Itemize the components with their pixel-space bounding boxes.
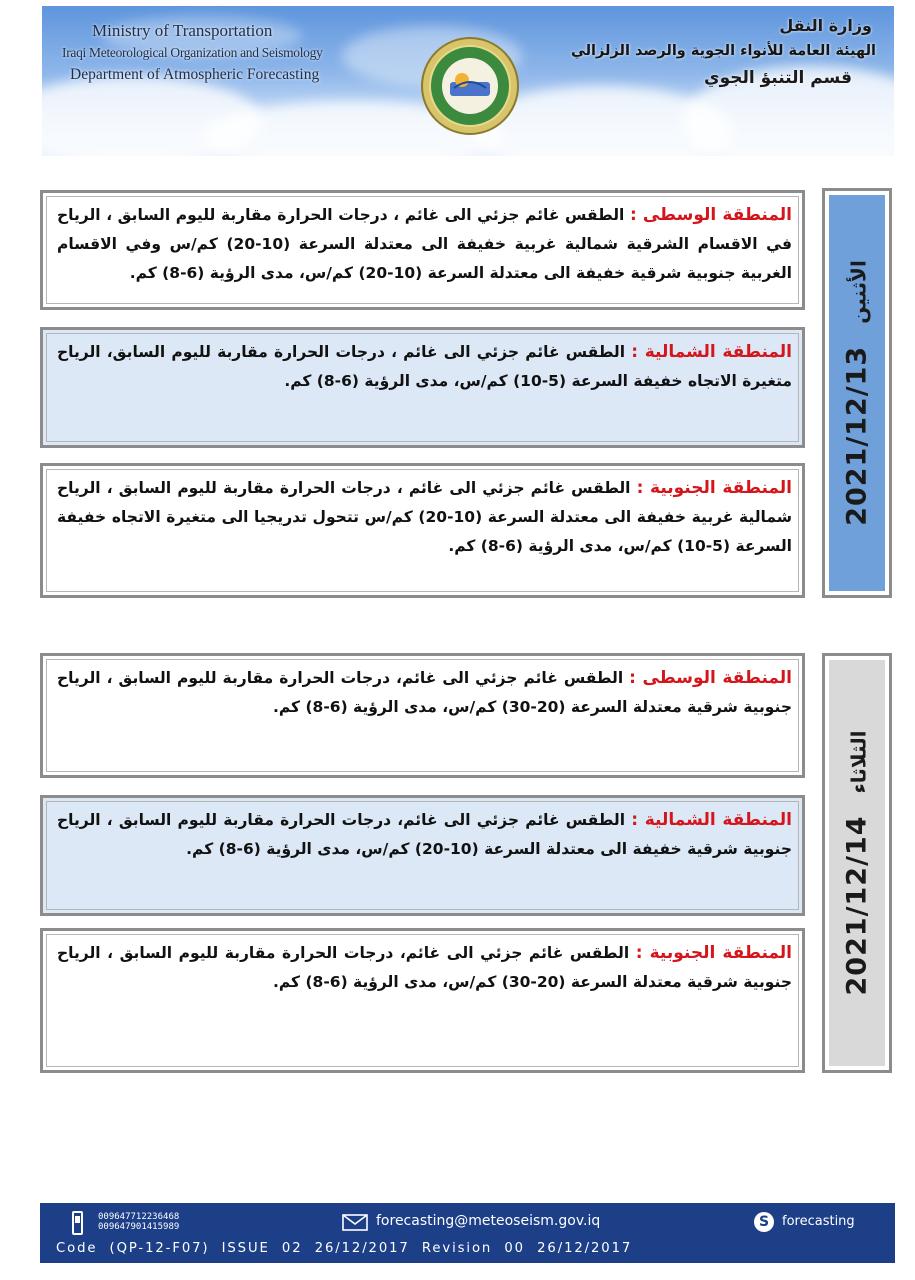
region-label: المنطقة الشمالية : [631, 342, 793, 362]
region-label: المنطقة الوسطى : [629, 205, 792, 225]
logo-emblem [420, 36, 520, 136]
forecast-box-day1-north [40, 327, 805, 448]
dept-en: Department of Atmospheric Forecasting [70, 66, 320, 83]
forecast-text: الطقس غائم جزئي الى غائم، درجات الحرارة مقاربة لليوم السابق ، الرياح جنوبية شرقية خفيفة الى معتدلة السرعة (10-20) كم/س، مدى الرؤية (6-8) كم. [57, 811, 792, 858]
date-label: 2021/12/13 [841, 345, 873, 526]
org-ar: الهيئة العامة للأنواء الجوية والرصد الزلزالي [570, 43, 876, 59]
phone-number-1: 009647712236468 [98, 1212, 180, 1222]
forecast-box-day2-south [40, 928, 805, 1073]
day-label: الأثنين [846, 260, 871, 324]
forecast-box-day2-central [40, 653, 805, 778]
phone-icon [72, 1211, 83, 1235]
forecast-box-day1-south [40, 463, 805, 598]
forecast-text: الطقس غائم جزئي الى غائم، درجات الحرارة مقاربة لليوم السابق ، الرياح جنوبية شرقية معتدلة السرعة (20-30) كم/س، مدى الرؤية (6-8) كم. [57, 669, 792, 716]
forecast-box-day2-north [40, 795, 805, 916]
header-arabic [571, 14, 876, 92]
region-label: المنطقة الوسطى : [629, 668, 793, 688]
day-label: الثلاثاء [846, 730, 871, 794]
region-label: المنطقة الشمالية : [631, 810, 793, 830]
header-english [62, 20, 323, 86]
forecast-text: الطقس غائم جزئي الى غائم ، درجات الحرارة مقاربة لليوم السابق، الرياح متغيرة الاتجاه خفيفة السرعة (5-10) كم/س، مدى الرؤية (6-8) كم. [57, 343, 792, 390]
date-box-day1 [822, 188, 892, 598]
header-banner [42, 6, 894, 156]
date-label: 2021/12/14 [841, 815, 873, 996]
region-label: المنطقة الجنوبية : [636, 478, 792, 498]
region-label: المنطقة الجنوبية : [635, 943, 793, 963]
document-code-line: Code (QP-12-F07) ISSUE 02 26/12/2017 Revision 00 26/12/2017 [56, 1241, 633, 1256]
phone-number-2: 009647901415989 [98, 1222, 180, 1232]
mail-icon [342, 1214, 368, 1231]
ministry-ar: وزارة النقل [779, 16, 872, 35]
footer-bar [40, 1203, 895, 1263]
skype-icon: S [754, 1212, 774, 1232]
dept-ar: قسم التنبؤ الجوي [704, 68, 852, 88]
ministry-en: Ministry of Transportation [92, 21, 273, 40]
forecast-text: الطقس غائم جزئي الى غائم ، درجات الحرارة مقاربة لليوم السابق ، الرياح شمالية غربية خفيفة الى معتدلة السرعة (10-20) كم/س تتحول تدريجيا الى متغيرة الاتجاه خفيفة السرعة (5-10) كم/س، مدى الرؤية (6-8) كم. [57, 479, 792, 555]
forecast-text: الطقس غائم جزئي الى غائم، درجات الحرارة مقاربة لليوم السابق ، الرياح جنوبية شرقية معتدلة السرعة (20-30) كم/س، مدى الرؤية (6-8) كم. [57, 944, 792, 991]
forecast-text: الطقس غائم جزئي الى غائم ، درجات الحرارة مقاربة لليوم السابق ، الرياح في الاقسام الشرقية شمالية غربية خفيفة الى معتدلة السرعة (10-20) كم/س وفي الاقسام الغربية جنوبية شرقية خفيفة الى معتدلة السرعة (10-20) كم/س، مدى الرؤية (6-8) كم. [57, 206, 792, 282]
org-en: Iraqi Meteorological Organization and Seismology [62, 45, 323, 60]
phone-numbers [98, 1212, 179, 1232]
forecast-box-day1-central [40, 190, 805, 310]
date-box-day2 [822, 653, 892, 1073]
skype-handle[interactable]: forecasting [782, 1214, 855, 1229]
email-link[interactable]: forecasting@meteoseism.gov.iq [376, 1213, 601, 1229]
